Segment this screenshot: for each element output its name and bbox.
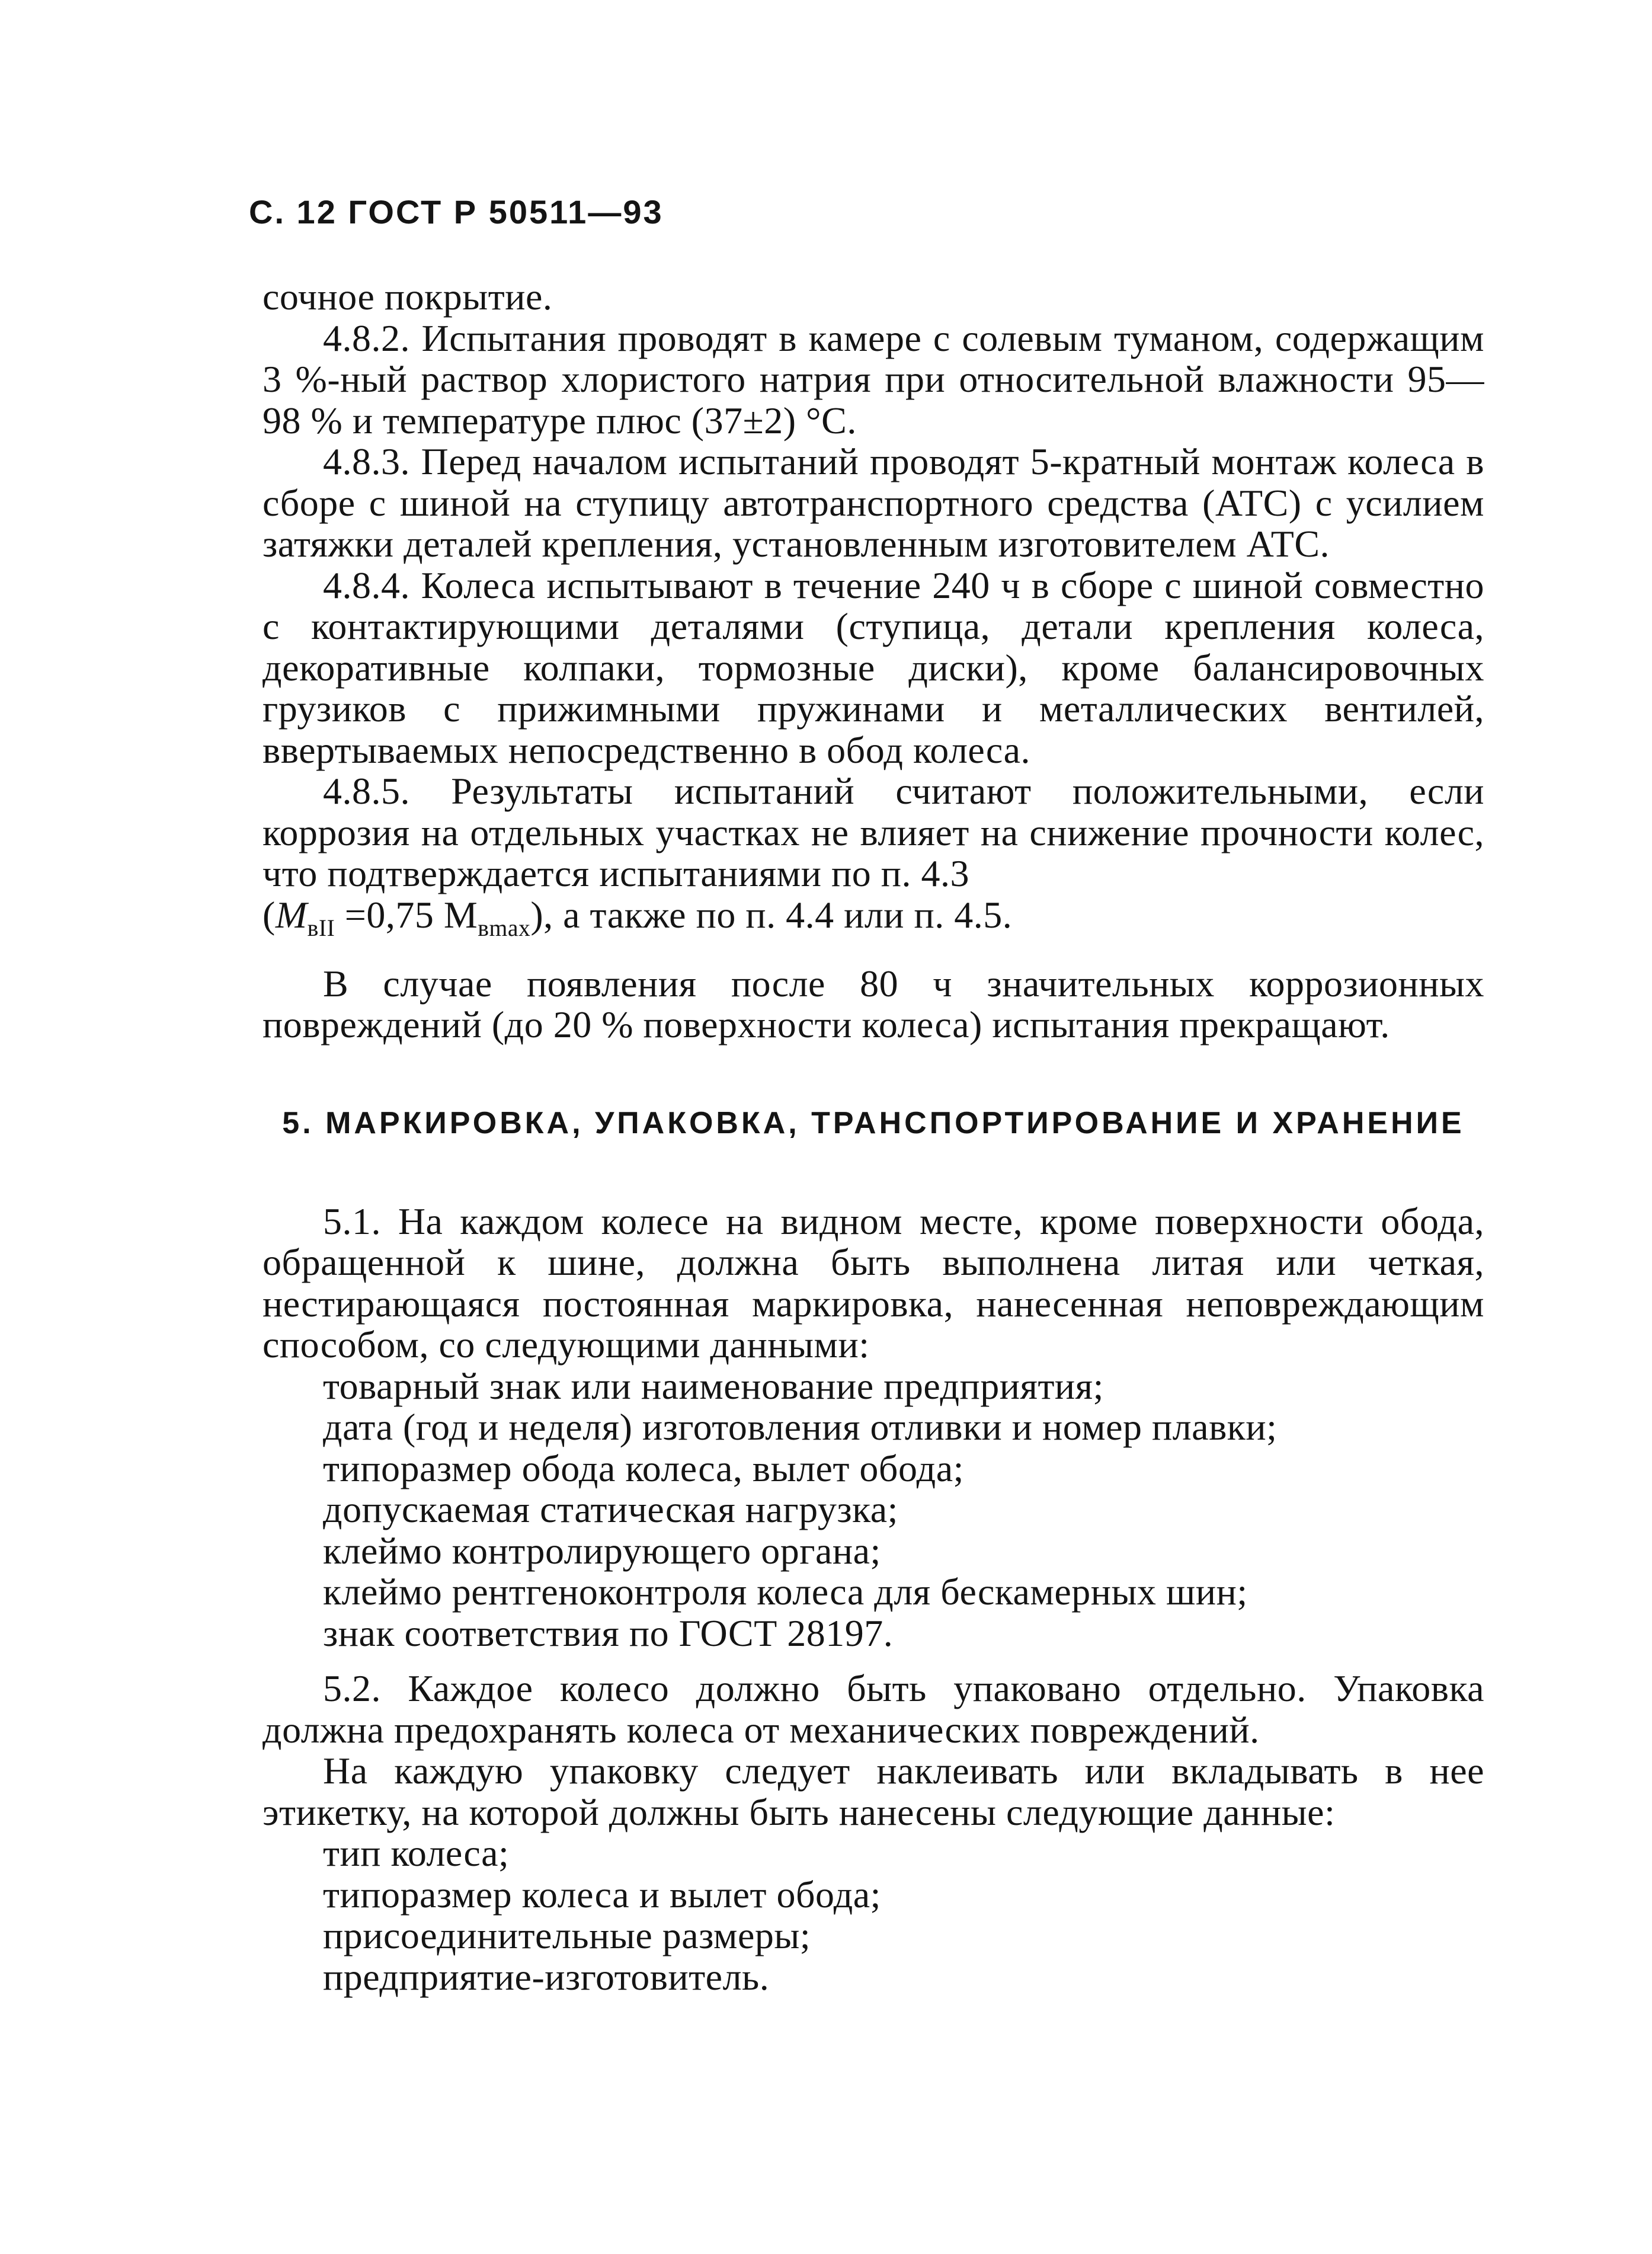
marking-item: типоразмер обода колеса, вылет обода; bbox=[323, 1447, 964, 1489]
paragraph-continuation: сочное покрытие. bbox=[262, 276, 553, 318]
label-item: тип колеса; bbox=[323, 1832, 510, 1875]
formula-close: ), а также по п. 4.4 или п. 4.5. bbox=[530, 893, 1013, 936]
spacer bbox=[262, 1144, 1484, 1201]
marking-item: клеймо контролирующего органа; bbox=[323, 1529, 881, 1572]
paragraph-label: На каждую упаковку следует наклеивать или вкладывать в нее этикетку, на которой должны быть нанесены следующие данные: bbox=[262, 1750, 1484, 1833]
formula-m2-subscript: вmax bbox=[478, 915, 531, 941]
section-title: 5. МАРКИРОВКА, УПАКОВКА, ТРАНСПОРТИРОВАНИЕ И ХРАНЕНИЕ bbox=[282, 1105, 1465, 1140]
paragraph-4-8-4: 4.8.4. Колеса испытывают в течение 240 ч в сборе с шиной совместно с контактирующими деталями (ступица, детали крепления колеса, декоративные колпаки, тормозные диски), кроме балансировочных грузиков с прижимными пружинами и металлических вентилей, ввертываемых непосредственно в обод колеса. bbox=[262, 564, 1484, 771]
marking-item: товарный знак или наименование предприятия; bbox=[323, 1364, 1104, 1407]
paragraph-5-1: 5.1. На каждом колесе на видном месте, кроме поверхности обода, обращенной к шине, должна быть выполнена литая или четкая, нестирающаяся постоянная маркировка, нанесенная неповреждающим способом, со следующими данными: bbox=[262, 1200, 1484, 1366]
page-header: С. 12 ГОСТ Р 50511—93 bbox=[249, 193, 664, 231]
spacer bbox=[262, 949, 1484, 963]
formula-m1-subscript: вII bbox=[307, 915, 335, 941]
marking-item: дата (год и неделя) изготовления отливки и номер плавки; bbox=[323, 1406, 1278, 1449]
formula-open: ( bbox=[262, 893, 276, 936]
marking-item: знак соответствия по ГОСТ 28197. bbox=[323, 1612, 894, 1654]
formula-m2: M bbox=[443, 893, 478, 936]
label-item: типоразмер колеса и вылет обода; bbox=[323, 1873, 881, 1916]
spacer bbox=[262, 1654, 1484, 1668]
spacer bbox=[262, 1046, 1484, 1102]
marking-item: допускаемая статическая нагрузка; bbox=[323, 1488, 898, 1531]
label-item: предприятие-изготовитель. bbox=[323, 1955, 770, 1998]
paragraph-5-2: 5.2. Каждое колесо должно быть упаковано отдельно. Упаковка должна предохранять колеса от механических повреждений. bbox=[262, 1667, 1484, 1751]
paragraph-4-8-3: 4.8.3. Перед началом испытаний проводят 5-кратный монтаж колеса в сборе с шиной на ступицу автотранспортного средства (АТС) с усилием затяжки деталей крепления, установленным изготовителем АТС. bbox=[262, 440, 1484, 565]
paragraph-4-8-5: 4.8.5. Результаты испытаний считают положительными, если коррозия на отдельных участках не влияет на снижение прочности колес, что подтверждается испытаниями по п. 4.3 bbox=[262, 770, 1484, 894]
formula-m1: M bbox=[275, 893, 308, 936]
page-body bbox=[262, 276, 1484, 1997]
paragraph-4-8-2: 4.8.2. Испытания проводят в камере с солевым туманом, содержащим 3 %-ный раствор хлористого натрия при относительной влажности 95—98 % и температуре плюс (37±2) °С. bbox=[262, 316, 1484, 442]
paragraph-corrosion: В случае появления после 80 ч значительных коррозионных повреждений (до 20 % поверхности колеса) испытания прекращают. bbox=[262, 962, 1484, 1046]
marking-item: клеймо рентгеноконтроля колеса для бескамерных шин; bbox=[323, 1571, 1248, 1613]
formula-line bbox=[262, 894, 1484, 949]
formula-equals: =0,75 bbox=[335, 893, 444, 936]
label-item: присоединительные размеры; bbox=[323, 1914, 811, 1957]
